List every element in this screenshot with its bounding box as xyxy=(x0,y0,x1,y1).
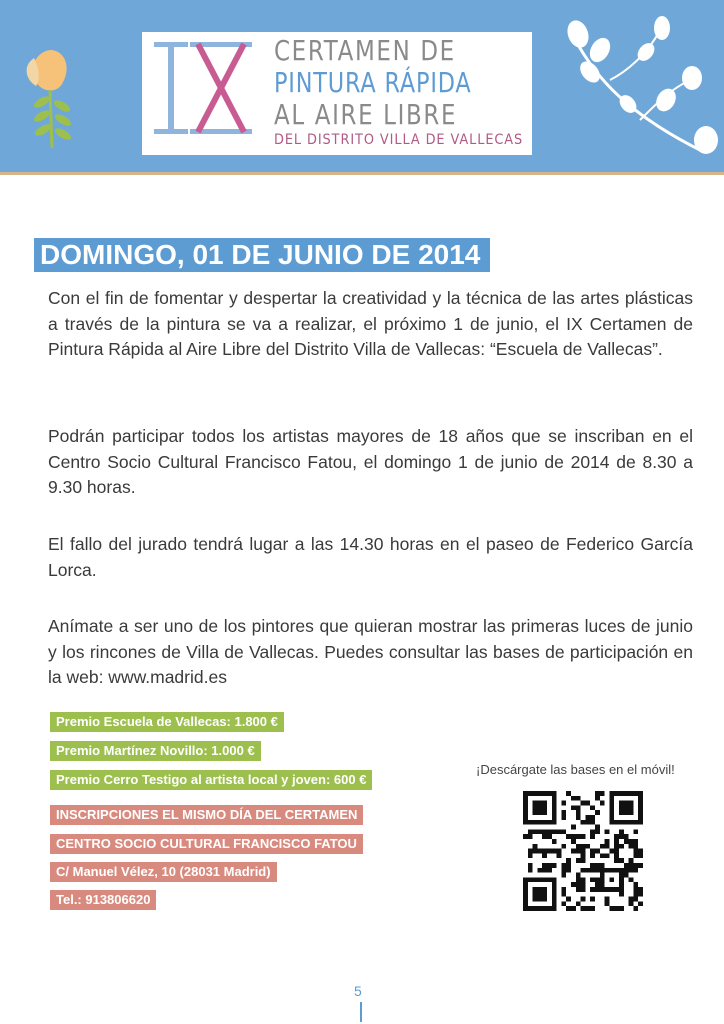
info-tag-registration: INSCRIPCIONES EL MISMO DÍA DEL CERTAMEN xyxy=(50,805,363,825)
prize-tag: Premio Escuela de Vallecas: 1.800 € xyxy=(50,712,284,732)
paragraph-intro: Con el fin de fomentar y despertar la creatividad y la técnica de las artes plásticas a través de la pintura se va a realizar, el próximo 1 de junio, el IX Certamen de Pintura Rápida al Aire Libre del Distrito Villa de Vallecas: “Escuela de Vallecas”. xyxy=(48,288,693,359)
page-number-rule xyxy=(360,1002,362,1022)
paragraph-participation: Podrán participar todos los artistas mayores de 18 años que se inscriban en el Centro Socio Cultural Francisco Fatou, el domingo 1 de junio de 2014 de 8.30 a 9.30 horas. xyxy=(48,426,693,497)
info-tag-venue: CENTRO SOCIO CULTURAL FRANCISCO FATOU xyxy=(50,834,363,854)
prize-tag: Premio Cerro Testigo al artista local y joven: 600 € xyxy=(50,770,372,790)
paragraph-jury: El fallo del jurado tendrá lugar a las 14.30 horas en el paseo de Federico García Lorca. xyxy=(48,534,693,580)
title-line-3: AL AIRE LIBRE xyxy=(274,98,458,131)
page-number: 5 xyxy=(354,983,362,999)
prize-tag: Premio Martínez Novillo: 1.000 € xyxy=(50,741,261,761)
qr-code-icon[interactable] xyxy=(523,791,643,911)
title-line-1: CERTAMEN DE xyxy=(274,34,456,67)
title-line-2: PINTURA RÁPIDA xyxy=(274,66,472,99)
date-banner: DOMINGO, 01 DE JUNIO DE 2014 xyxy=(34,238,490,272)
branch-leaves-icon xyxy=(550,10,724,172)
qr-caption: ¡Descárgate las bases en el móvil! xyxy=(476,762,675,777)
title-line-4: DEL DISTRITO VILLA DE VALLECAS xyxy=(274,132,524,148)
header-banner xyxy=(0,0,724,175)
info-tag-address: C/ Manuel Vélez, 10 (28031 Madrid) xyxy=(50,862,277,882)
paragraph-invitation: Anímate a ser uno de los pintores que quieran mostrar las primeras luces de junio y los rincones de Villa de Vallecas. Puedes consultar las bases de participación en la web: www.madrid.es xyxy=(48,616,693,687)
info-tag-phone: Tel.: 913806620 xyxy=(50,890,156,910)
roman-numeral-logo xyxy=(148,34,258,144)
flower-icon xyxy=(10,40,100,160)
